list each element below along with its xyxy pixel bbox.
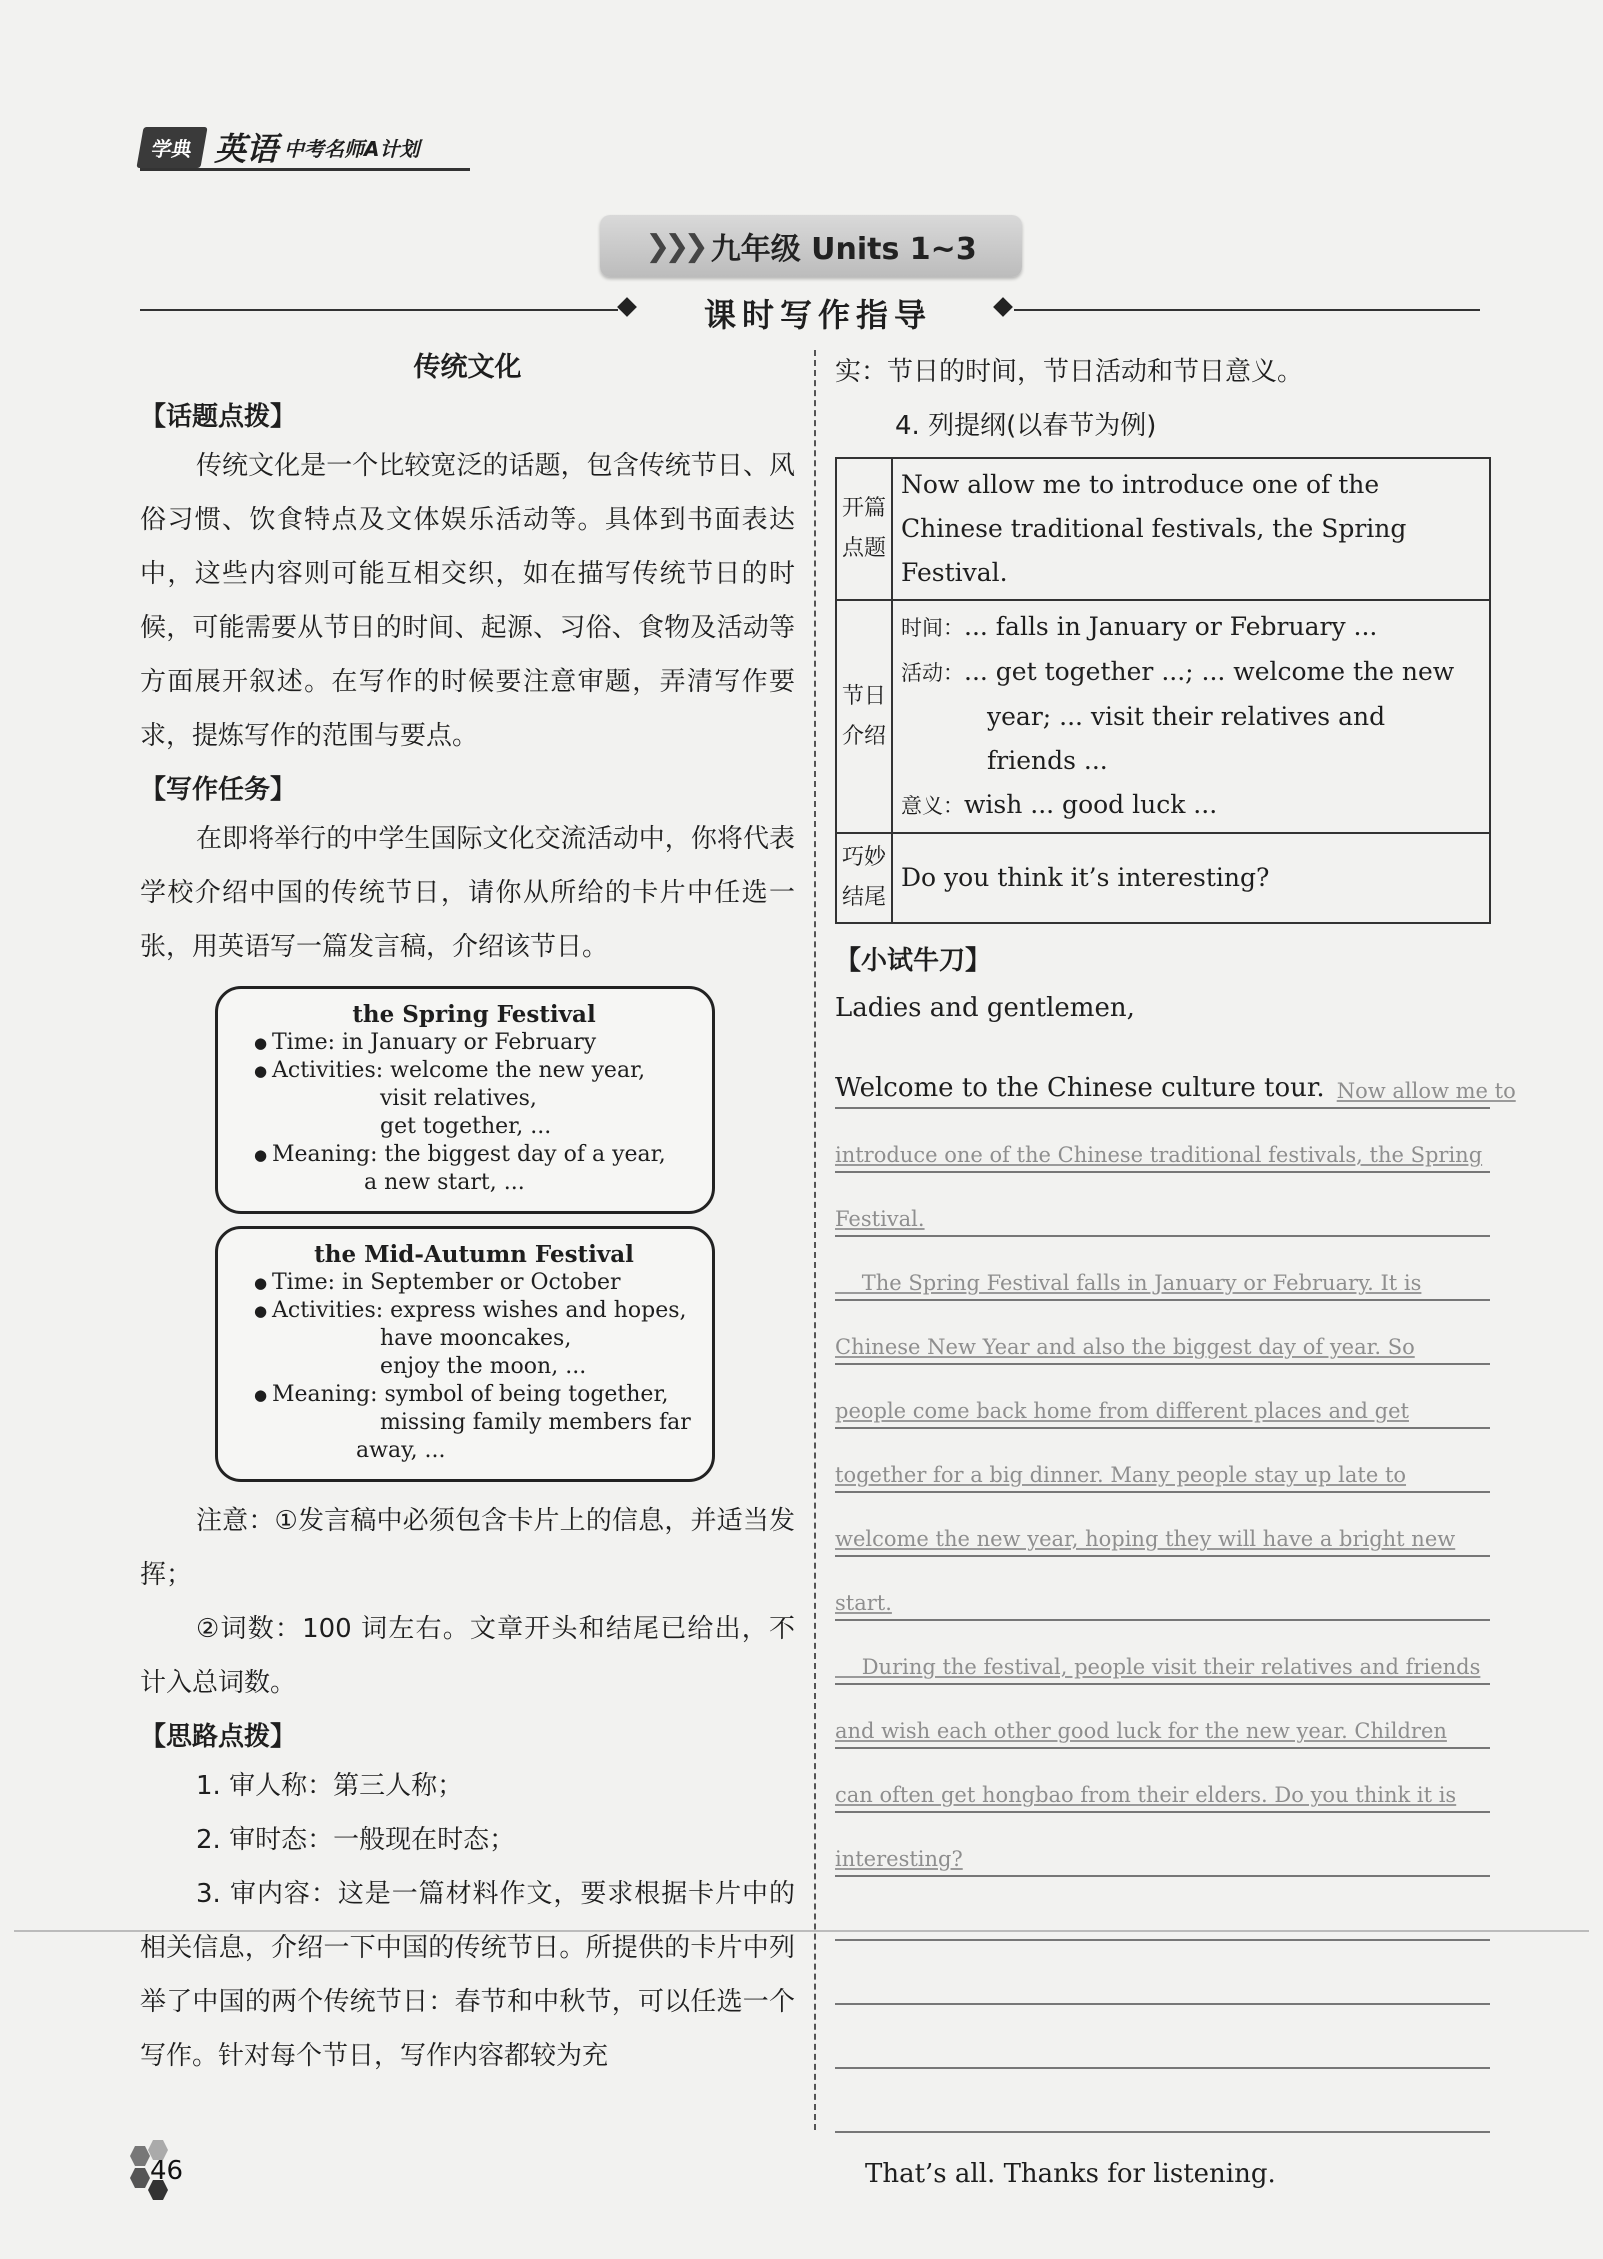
idea-3: 3. 审内容：这是一篇材料作文，要求根据卡片中的相关信息，介绍一下中国的传统节日。所提供的卡片中列举了中国的两个传统节日：春节和中秋节，可以任选一个写作。针对每个节日，写作内容都较为充 <box>140 1879 795 2071</box>
handwritten-answer: introduce one of the Chinese traditional festivals, the Spring <box>835 1143 1483 1167</box>
writing-lines <box>835 1045 1516 2133</box>
diamond-icon <box>617 297 637 317</box>
line-prefix: Welcome to the Chinese culture tour. <box>835 1073 1325 1103</box>
page-number: 46 <box>150 2156 184 2186</box>
continued-text: 实：节日的时间，节日活动和节日意义。 <box>835 357 1304 387</box>
title-rule-right <box>1014 309 1480 311</box>
row-label: 巧妙结尾 <box>836 833 892 923</box>
column-divider <box>814 350 816 2130</box>
idea-1: 1. 审人称：第三人称； <box>196 1771 464 1801</box>
handwritten-answer: people come back home from different places and get <box>835 1399 1409 1423</box>
page-number-badge <box>130 2140 200 2210</box>
writing-line <box>835 1557 1490 1621</box>
row-label: 开篇点题 <box>836 458 892 600</box>
card-activity-line: enjoy the moon, ... <box>380 1354 587 1379</box>
writing-line <box>835 1365 1490 1429</box>
idea-tag: 【思路点拨】 <box>140 1722 297 1752</box>
writing-line <box>835 1109 1490 1173</box>
writing-line <box>835 1045 1516 1109</box>
hexagon-icon <box>130 2146 150 2166</box>
task-tag: 【写作任务】 <box>140 775 297 805</box>
card-activity-line: get together, ... <box>380 1114 552 1139</box>
writing-line <box>835 1237 1490 1301</box>
left-column <box>140 345 795 2083</box>
card-activity-line: visit relatives, <box>380 1086 537 1111</box>
topic-title: 传统文化 <box>413 352 522 383</box>
writing-line <box>835 2069 1490 2133</box>
card-activities: ● Activities: express wishes and hopes, <box>254 1297 694 1325</box>
writing-line <box>835 1813 1490 1877</box>
ending-line: That’s all. Thanks for listening. <box>865 2159 1276 2189</box>
row-content: Do you think it’s interesting? <box>892 833 1490 923</box>
topic-tag: 【话题点拨】 <box>140 402 297 432</box>
row-content <box>892 600 1490 833</box>
handwritten-answer: together for a big dinner. Many people stay up late to <box>835 1463 1407 1487</box>
writing-line <box>835 1749 1490 1813</box>
brand-logo <box>140 128 420 166</box>
meaning-value: wish ... good luck ... <box>964 790 1218 819</box>
row-content: Now allow me to introduce one of the Chinese traditional festivals, the Spring Festival. <box>892 458 1490 600</box>
handwritten-answer: and wish each other good luck for the new year. Children <box>835 1719 1447 1743</box>
handwritten-answer: welcome the new year, hoping they will have a bright new <box>835 1527 1456 1551</box>
outline-table <box>835 457 1491 924</box>
section-title-text: 课时写作指导 <box>703 296 932 334</box>
writing-line <box>835 1493 1490 1557</box>
brand-main: 英语 <box>214 130 279 168</box>
task-paragraph: 在即将举行的中学生国际文化交流活动中，你将代表学校介绍中国的传统节日，请你从所给的卡片中任选一张，用英语写一篇发言稿，介绍该节日。 <box>140 824 795 962</box>
writing-line <box>835 1685 1490 1749</box>
brand-sub: 中考名师A计划 <box>284 136 420 161</box>
hexagon-icon <box>130 2168 150 2188</box>
meaning-key: 意义： <box>901 794 964 818</box>
handwritten-answer: Chinese New Year and also the biggest day of year. So <box>835 1335 1415 1359</box>
writing-line <box>835 1301 1490 1365</box>
brand-underline <box>140 168 470 171</box>
double-chevron-icon: ❯❯❯ <box>645 228 703 264</box>
card-meaning: ● Meaning: the biggest day of a year, <box>254 1141 694 1169</box>
writing-line <box>835 1621 1490 1685</box>
card-activities: ● Activities: welcome the new year, <box>254 1057 694 1085</box>
brand-chip: 学典 <box>136 127 207 168</box>
unit-banner-text: 九年级 Units 1~3 <box>710 232 977 267</box>
writing-line <box>835 1173 1490 1237</box>
greeting: Ladies and gentlemen, <box>835 993 1135 1023</box>
note-1: 注意：①发言稿中必须包含卡片上的信息，并适当发挥； <box>140 1506 795 1590</box>
try-tag: 【小试牛刀】 <box>835 946 992 976</box>
section-title <box>140 290 1480 334</box>
card-mid-autumn-festival <box>215 1226 715 1482</box>
table-row <box>836 833 1490 923</box>
unit-banner <box>600 215 1022 277</box>
diamond-icon <box>993 297 1013 317</box>
card-spring-festival <box>215 986 715 1214</box>
handwritten-answer: start. <box>835 1591 892 1615</box>
card-title: the Spring Festival <box>352 1001 596 1028</box>
scan-fold-line <box>14 1930 1589 1932</box>
card-time: ● Time: in January or February <box>254 1029 694 1057</box>
handwritten-answer: Festival. <box>835 1207 925 1231</box>
table-row <box>836 458 1490 600</box>
activity-value-cont: year; ... visit their relatives and friends ... <box>987 702 1386 775</box>
time-value: ... falls in January or February ... <box>964 612 1378 641</box>
table-row <box>836 600 1490 833</box>
handwritten-answer: During the festival, people visit their relatives and friends <box>835 1655 1481 1679</box>
activity-key: 活动： <box>901 661 964 685</box>
card-meaning-line: missing family members far <box>380 1410 691 1435</box>
card-meaning-line: a new start, ... <box>364 1170 525 1195</box>
writing-line <box>835 2005 1490 2069</box>
handwritten-answer: interesting? <box>835 1847 963 1871</box>
outline-heading: 4. 列提纲(以春节为例) <box>895 411 1157 441</box>
activity-value: ... get together ...; ... welcome the new <box>964 657 1455 686</box>
right-column <box>835 345 1516 2189</box>
topic-paragraph: 传统文化是一个比较宽泛的话题，包含传统节日、风俗习惯、饮食特点及文体娱乐活动等。具体到书面表达中，这些内容则可能互相交织，如在描写传统节日的时候，可能需要从节日的时间、起源、习俗、食物及活动等方面展开叙述。在写作的时候要注意审题，弄清写作要求，提炼写作的范围与要点。 <box>140 451 795 751</box>
writing-line <box>835 1941 1490 2005</box>
writing-line <box>835 1429 1490 1493</box>
title-rule-left <box>140 309 618 311</box>
time-key: 时间： <box>901 616 964 640</box>
card-activity-line: have mooncakes, <box>380 1326 572 1351</box>
card-meaning: ● Meaning: symbol of being together, <box>254 1381 694 1409</box>
handwritten-answer: Now allow me to <box>1336 1079 1516 1103</box>
note-2: ②词数：100 词左右。文章开头和结尾已给出，不计入总词数。 <box>140 1614 795 1698</box>
card-title: the Mid-Autumn Festival <box>314 1241 634 1268</box>
row-label: 节日介绍 <box>836 600 892 833</box>
handwritten-answer: The Spring Festival falls in January or February. It is <box>835 1271 1422 1295</box>
handwritten-answer: can often get hongbao from their elders. Do you think it is <box>835 1783 1457 1807</box>
card-time: ● Time: in September or October <box>254 1269 694 1297</box>
idea-2: 2. 审时态：一般现在时态； <box>196 1825 516 1855</box>
card-meaning-line: away, ... <box>356 1438 446 1463</box>
